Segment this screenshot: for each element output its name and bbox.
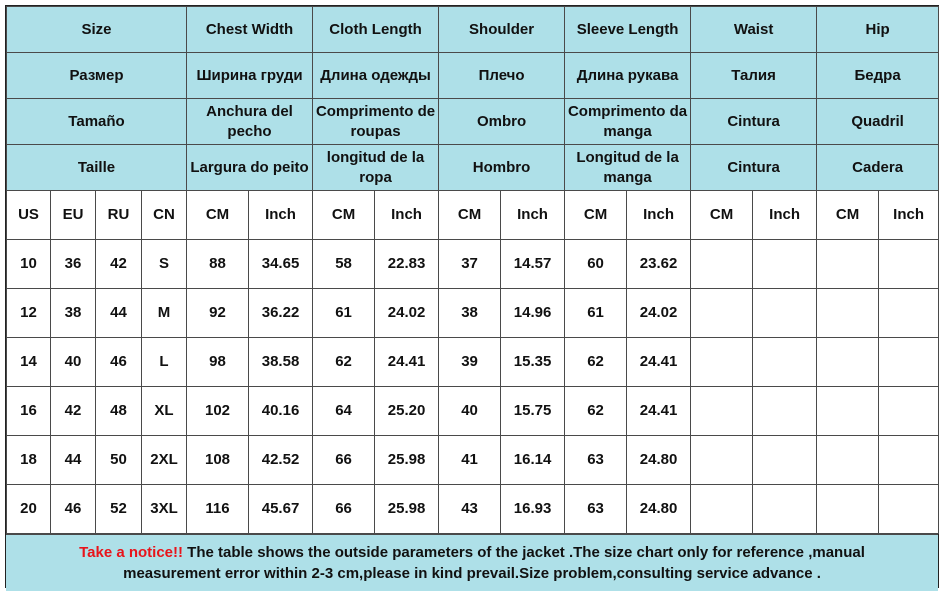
measurement-cell: 23.62 [627, 240, 691, 289]
table-row [7, 436, 939, 485]
measure-header-cell: Longitud de la manga [565, 145, 691, 191]
measurement-cell [691, 289, 753, 338]
size-system-cell: RU [96, 191, 142, 240]
measurement-cell: 98 [187, 338, 249, 387]
size-table [6, 6, 939, 534]
size-eu-cell: 36 [51, 240, 96, 289]
measurement-cell: 45.67 [249, 485, 313, 534]
measure-header-cell: Cintura [691, 99, 817, 145]
table-row [7, 387, 939, 436]
size-chart [5, 5, 939, 588]
measurement-cell: 61 [313, 289, 375, 338]
measurement-cell: 14.57 [501, 240, 565, 289]
measure-header-cell: Плечо [439, 53, 565, 99]
table-row [7, 240, 939, 289]
measurement-cell: 64 [313, 387, 375, 436]
measurement-cell: 66 [313, 485, 375, 534]
size-us-cell: 12 [7, 289, 51, 338]
measurement-cell [753, 485, 817, 534]
measurement-cell: 63 [565, 436, 627, 485]
measure-header-cell: Длина одежды [313, 53, 439, 99]
measurement-cell: 24.80 [627, 485, 691, 534]
measure-header-cell: Sleeve Length [565, 7, 691, 53]
measurement-cell [753, 289, 817, 338]
unit-cell: Inch [501, 191, 565, 240]
measurement-cell [879, 436, 939, 485]
measurement-cell [753, 387, 817, 436]
size-us-cell: 16 [7, 387, 51, 436]
size-us-cell: 20 [7, 485, 51, 534]
unit-cell: CM [565, 191, 627, 240]
unit-cell: Inch [375, 191, 439, 240]
measurement-cell: 14.96 [501, 289, 565, 338]
size-label-cell: Tamaño [7, 99, 187, 145]
size-system-cell: EU [51, 191, 96, 240]
unit-cell: CM [187, 191, 249, 240]
measure-header-cell: Cadera [817, 145, 939, 191]
measurement-cell [753, 240, 817, 289]
measurement-cell: 24.02 [375, 289, 439, 338]
measure-header-cell: Cintura [691, 145, 817, 191]
measure-header-cell: Hip [817, 7, 939, 53]
measurement-cell: 102 [187, 387, 249, 436]
measurement-cell: 37 [439, 240, 501, 289]
measurement-cell [691, 240, 753, 289]
measurement-cell: 22.83 [375, 240, 439, 289]
measurement-cell [879, 289, 939, 338]
measurement-cell: 38 [439, 289, 501, 338]
unit-cell: Inch [249, 191, 313, 240]
header-row [7, 53, 939, 99]
measurement-cell [817, 485, 879, 534]
measurement-cell: 66 [313, 436, 375, 485]
unit-cell: Inch [753, 191, 817, 240]
notice-line2: measurement error within 2-3 cm,please in kind prevail.Size problem,consulting service advance . [123, 565, 821, 582]
measurement-cell: 63 [565, 485, 627, 534]
measurement-cell [753, 436, 817, 485]
size-ru-cell: 50 [96, 436, 142, 485]
measure-header-cell: Largura do peito [187, 145, 313, 191]
size-eu-cell: 38 [51, 289, 96, 338]
measure-header-cell: Ombro [439, 99, 565, 145]
table-row [7, 289, 939, 338]
measurement-cell: 39 [439, 338, 501, 387]
measurement-cell [753, 338, 817, 387]
size-label-cell: Размер [7, 53, 187, 99]
notice-highlight: Take a notice!! [79, 544, 184, 561]
measurement-cell: 24.02 [627, 289, 691, 338]
size-eu-cell: 40 [51, 338, 96, 387]
unit-cell: Inch [879, 191, 939, 240]
measurement-cell [817, 289, 879, 338]
measurement-cell [817, 436, 879, 485]
size-ru-cell: 46 [96, 338, 142, 387]
size-ru-cell: 44 [96, 289, 142, 338]
measurement-cell: 62 [565, 338, 627, 387]
size-cn-cell: S [142, 240, 187, 289]
measurement-cell: 62 [313, 338, 375, 387]
measurement-cell: 15.75 [501, 387, 565, 436]
unit-cell: CM [817, 191, 879, 240]
measure-header-cell: Comprimento da manga [565, 99, 691, 145]
size-label-cell: Size [7, 7, 187, 53]
size-ru-cell: 48 [96, 387, 142, 436]
size-cn-cell: L [142, 338, 187, 387]
measurement-cell: 36.22 [249, 289, 313, 338]
size-ru-cell: 52 [96, 485, 142, 534]
measurement-cell: 25.98 [375, 485, 439, 534]
measure-header-cell: Waist [691, 7, 817, 53]
size-label-cell: Taille [7, 145, 187, 191]
unit-cell: CM [313, 191, 375, 240]
header-row [7, 145, 939, 191]
measurement-cell: 16.14 [501, 436, 565, 485]
size-cn-cell: 3XL [142, 485, 187, 534]
size-us-cell: 18 [7, 436, 51, 485]
measurement-cell: 62 [565, 387, 627, 436]
measurement-cell [691, 485, 753, 534]
measure-header-cell: Chest Width [187, 7, 313, 53]
measurement-cell: 92 [187, 289, 249, 338]
measurement-cell [879, 338, 939, 387]
measure-header-cell: Anchura del pecho [187, 99, 313, 145]
measurement-cell: 40.16 [249, 387, 313, 436]
measure-header-cell: Талия [691, 53, 817, 99]
measurement-cell: 116 [187, 485, 249, 534]
table-row [7, 338, 939, 387]
measurement-cell [879, 485, 939, 534]
measurement-cell: 42.52 [249, 436, 313, 485]
notice-text [6, 534, 938, 591]
measurement-cell: 25.98 [375, 436, 439, 485]
measurement-cell: 38.58 [249, 338, 313, 387]
measure-header-cell: Quadril [817, 99, 939, 145]
measure-header-cell: Cloth Length [313, 7, 439, 53]
notice-line1: The table shows the outside parameters of the jacket .The size chart only for reference ,manual [183, 544, 865, 561]
measurement-cell: 58 [313, 240, 375, 289]
unit-cell: Inch [627, 191, 691, 240]
measurement-cell: 88 [187, 240, 249, 289]
measurement-cell: 24.41 [627, 338, 691, 387]
header-row [7, 7, 939, 53]
size-ru-cell: 42 [96, 240, 142, 289]
measurement-cell: 34.65 [249, 240, 313, 289]
measure-header-cell: Длина рукава [565, 53, 691, 99]
measurement-cell: 25.20 [375, 387, 439, 436]
measurement-cell: 24.80 [627, 436, 691, 485]
measurement-cell [691, 338, 753, 387]
size-us-cell: 14 [7, 338, 51, 387]
size-eu-cell: 44 [51, 436, 96, 485]
measure-header-cell: Hombro [439, 145, 565, 191]
unit-row [7, 191, 939, 240]
size-system-cell: CN [142, 191, 187, 240]
measurement-cell [691, 387, 753, 436]
measurement-cell [817, 387, 879, 436]
measure-header-cell: Ширина груди [187, 53, 313, 99]
measurement-cell [817, 240, 879, 289]
measurement-cell: 108 [187, 436, 249, 485]
size-us-cell: 10 [7, 240, 51, 289]
size-eu-cell: 46 [51, 485, 96, 534]
size-cn-cell: 2XL [142, 436, 187, 485]
measurement-cell: 16.93 [501, 485, 565, 534]
measure-header-cell: longitud de la ropa [313, 145, 439, 191]
measurement-cell: 60 [565, 240, 627, 289]
size-cn-cell: M [142, 289, 187, 338]
measurement-cell: 61 [565, 289, 627, 338]
measure-header-cell: Comprimento de roupas [313, 99, 439, 145]
measurement-cell [879, 240, 939, 289]
measurement-cell: 24.41 [627, 387, 691, 436]
measurement-cell: 41 [439, 436, 501, 485]
header-row [7, 99, 939, 145]
table-row [7, 485, 939, 534]
measure-header-cell: Бедра [817, 53, 939, 99]
size-eu-cell: 42 [51, 387, 96, 436]
measurement-cell: 15.35 [501, 338, 565, 387]
measure-header-cell: Shoulder [439, 7, 565, 53]
measurement-cell: 40 [439, 387, 501, 436]
measurement-cell [691, 436, 753, 485]
size-system-cell: US [7, 191, 51, 240]
size-cn-cell: XL [142, 387, 187, 436]
measurement-cell: 43 [439, 485, 501, 534]
unit-cell: CM [691, 191, 753, 240]
measurement-cell [879, 387, 939, 436]
measurement-cell [817, 338, 879, 387]
unit-cell: CM [439, 191, 501, 240]
measurement-cell: 24.41 [375, 338, 439, 387]
